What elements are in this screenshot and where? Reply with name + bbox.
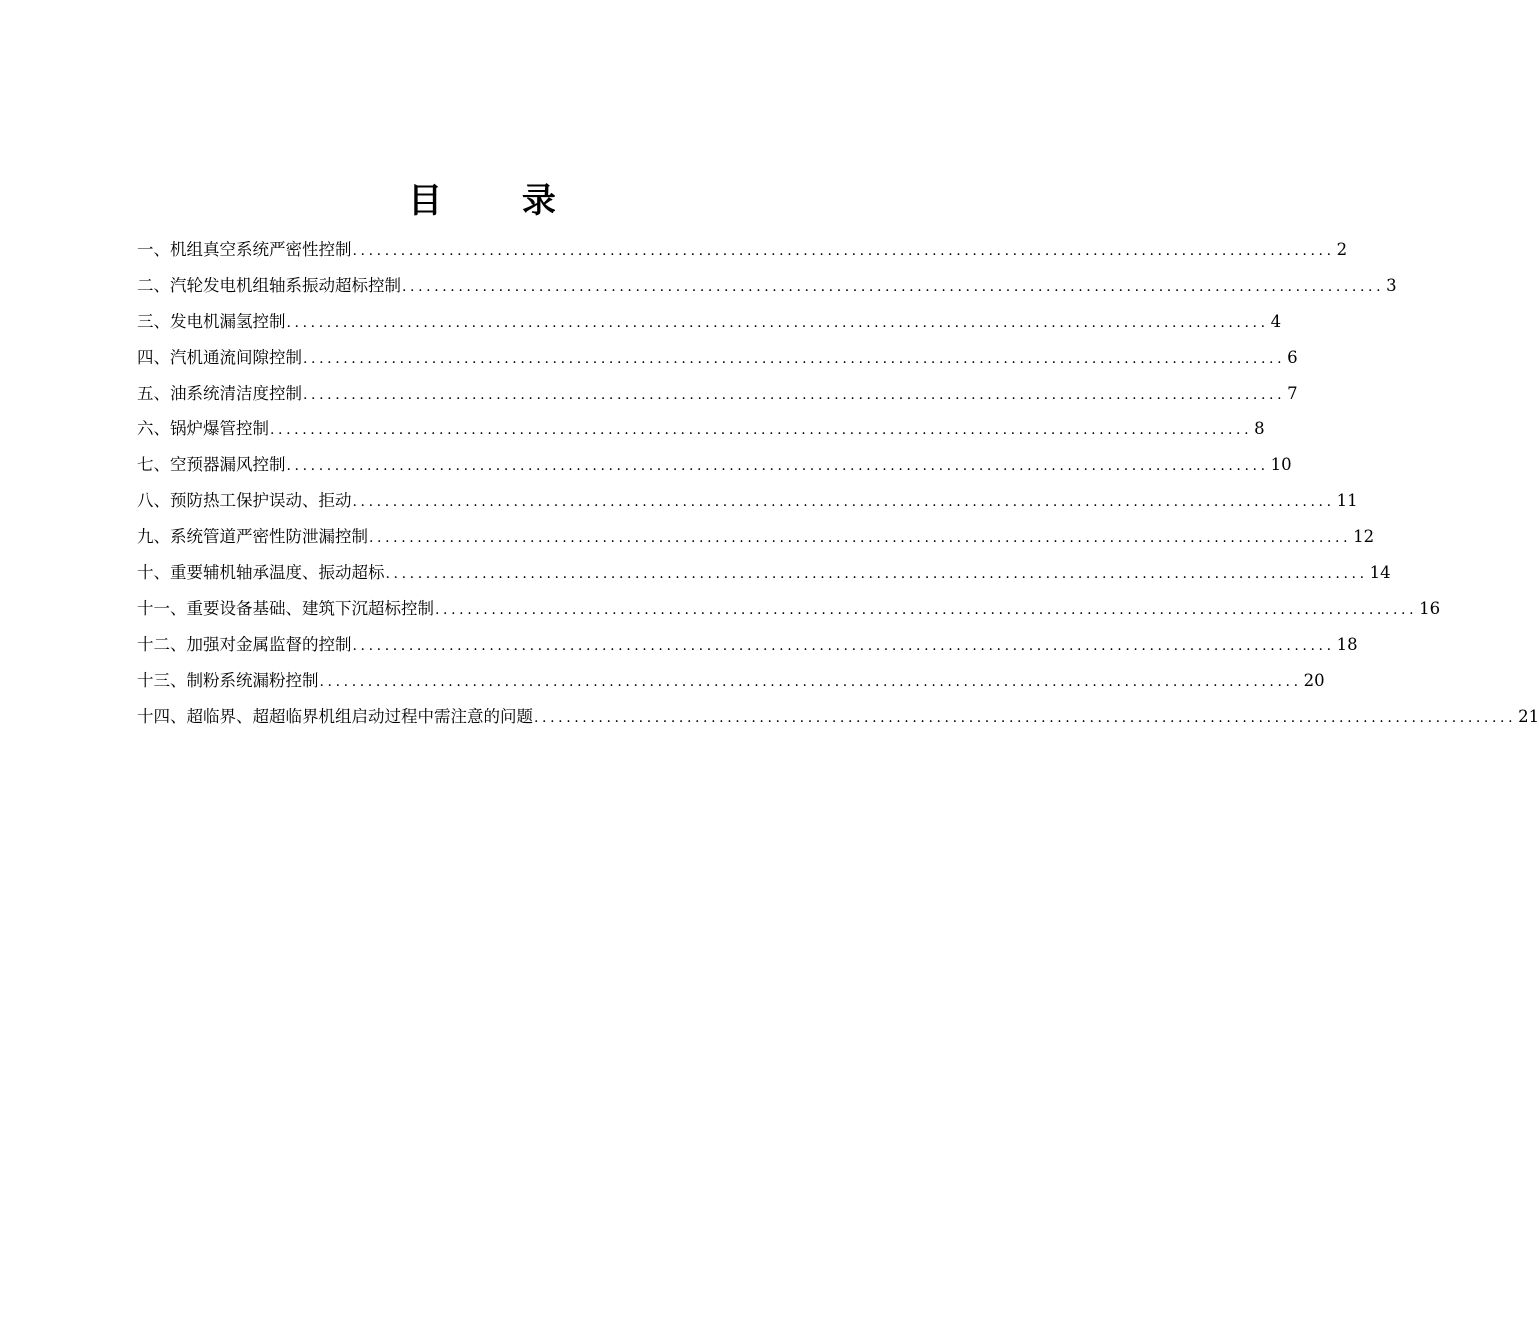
toc-entry[interactable]	[137, 627, 1358, 663]
toc-dot-leader: ..........................................................................................................................	[352, 243, 1335, 259]
toc-entry-label: 六、锅炉爆管控制	[137, 419, 269, 439]
toc-entry-label: 十三、制粉系统漏粉控制	[137, 670, 319, 690]
toc-page-number: 3	[1386, 275, 1397, 295]
toc-dot-leader: ..........................................................................................................................	[286, 314, 1269, 331]
toc-page-number: 2	[1336, 240, 1348, 259]
toc-page-number: 14	[1369, 563, 1391, 583]
toc-entry-label: 一、机组真空系统严密性控制	[137, 240, 352, 259]
toc-page-number: 21	[1518, 706, 1539, 726]
toc-entry[interactable]	[137, 699, 1539, 735]
toc-entry[interactable]	[137, 591, 1441, 627]
toc-dot-leader: ..........................................................................................................................	[534, 709, 1517, 726]
toc-page-number: 12	[1353, 527, 1375, 547]
toc-page-number: 4	[1270, 311, 1282, 331]
toc-dot-leader: ..........................................................................................................................	[352, 494, 1335, 511]
toc-entry-label: 十四、超临界、超超临界机组启动过程中需注意的问题	[137, 706, 533, 726]
toc-page-number: 6	[1287, 347, 1298, 367]
toc-page-number: 7	[1287, 383, 1298, 403]
toc-page-number: 11	[1336, 491, 1358, 511]
toc-entry[interactable]	[137, 663, 1325, 699]
toc-entry-label: 九、系统管道严密性防泄漏控制	[137, 527, 368, 547]
toc-entry-label: 八、预防热工保护误动、拒动	[137, 491, 352, 511]
toc-entry-label: 十、重要辅机轴承温度、振动超标	[137, 563, 385, 583]
toc-entry-label: 七、空预器漏风控制	[137, 455, 286, 475]
toc-page-number: 20	[1303, 670, 1325, 690]
toc-entry[interactable]	[137, 483, 1358, 519]
toc-entry[interactable]	[137, 268, 1397, 304]
toc-dot-leader: ..........................................................................................................................	[402, 278, 1385, 295]
toc-dot-leader: ..........................................................................................................................	[385, 566, 1368, 583]
toc-entry[interactable]	[137, 232, 1348, 268]
toc-page-number: 8	[1254, 419, 1265, 439]
toc-entry[interactable]	[137, 519, 1375, 555]
toc-entry-label: 十一、重要设备基础、建筑下沉超标控制	[137, 598, 434, 618]
toc-dot-leader: ..........................................................................................................................	[303, 350, 1286, 367]
toc-dot-leader: ..........................................................................................................................	[369, 530, 1352, 547]
toc-title: 目 录	[408, 181, 590, 221]
toc-entry-label: 三、发电机漏氢控制	[137, 311, 286, 331]
toc-page-number: 16	[1419, 598, 1441, 618]
toc-entry-label: 四、汽机通流间隙控制	[137, 347, 302, 367]
toc-entry-label: 五、油系统清洁度控制	[137, 383, 302, 403]
toc-entry[interactable]	[137, 411, 1265, 447]
toc-entry-label: 二、汽轮发电机组轴系振动超标控制	[137, 275, 401, 295]
toc-entry[interactable]	[137, 376, 1298, 412]
toc-dot-leader: ..........................................................................................................................	[319, 673, 1302, 690]
toc-dot-leader: ..........................................................................................................................	[435, 601, 1418, 618]
toc-dot-leader: ..........................................................................................................................	[286, 458, 1269, 475]
toc-entry[interactable]	[137, 447, 1292, 483]
toc-entry[interactable]	[137, 304, 1282, 340]
toc-list	[137, 232, 1539, 734]
toc-entry[interactable]	[137, 555, 1391, 591]
toc-dot-leader: ..........................................................................................................................	[270, 422, 1253, 439]
toc-page-number: 18	[1336, 634, 1358, 654]
toc-dot-leader: ..........................................................................................................................	[303, 386, 1286, 403]
toc-entry[interactable]	[137, 340, 1298, 376]
toc-entry-label: 十二、加强对金属监督的控制	[137, 634, 352, 654]
toc-dot-leader: ..........................................................................................................................	[352, 637, 1335, 654]
toc-page-number: 10	[1270, 455, 1292, 475]
